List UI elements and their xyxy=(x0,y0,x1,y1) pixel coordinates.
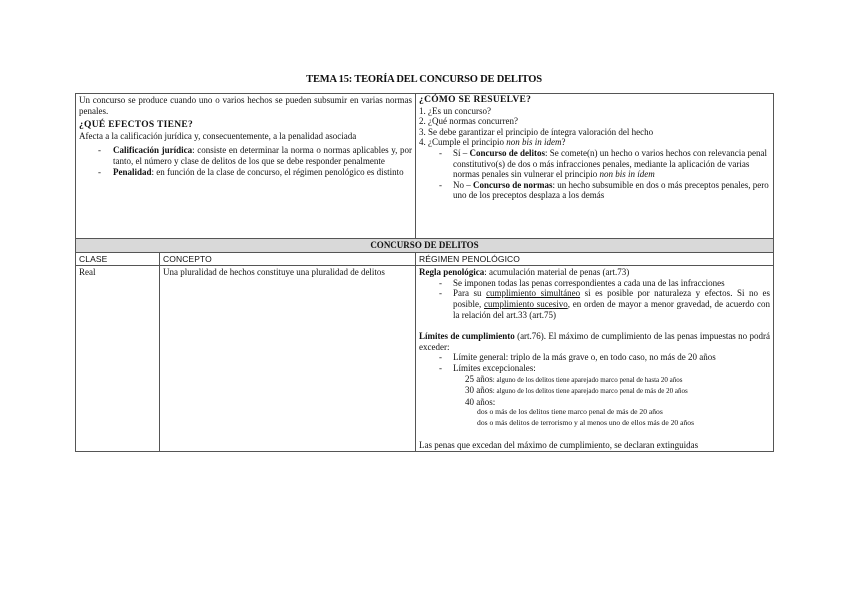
option-si-text: : Se comete(n) un hecho o varios hechos con relevancia penal constitutivo(s) de dos o más infracciones penales, mediante la aplicación de varias normas penales sin vulnerar el principio xyxy=(453,147,767,180)
option-no-text: : un hecho subsumible en dos o más preceptos penales, pero uno de los preceptos desplaza a los demás xyxy=(453,179,769,201)
exc-30 xyxy=(419,385,770,397)
page-title: TEMA 15: TEORÍA DEL CONCURSO DE DELITOS xyxy=(306,74,542,85)
list-item xyxy=(113,145,412,166)
regimen-cell xyxy=(416,266,774,452)
regla-label: Regla penológica xyxy=(419,267,485,278)
step-4-prefix: 4. ¿Cumple el principio xyxy=(419,137,507,148)
closing-text: Las penas que excedan del máximo de cumplimiento, se declaran extinguidas xyxy=(419,439,699,450)
limites-text: (art.76). El máximo de cumplimiento de las penas impuestas no podrá exceder: xyxy=(419,331,771,352)
intro-cell xyxy=(76,94,416,239)
list-item: - Se imponen todas las penas correspondientes a cada una de las infracciones xyxy=(453,278,770,289)
step-2: 2. ¿Qué normas concurren? xyxy=(419,116,518,127)
step-1: 1. ¿Es un concurso? xyxy=(419,105,491,116)
regla-text: : acumulación material de penas (art.73) xyxy=(484,267,630,278)
effects-text: Afecta a la calificación jurídica y, consecuentemente, a la penalidad asociada xyxy=(79,130,357,141)
step-4-suffix: ? xyxy=(561,137,566,148)
option-si-label: Concurso de delitos xyxy=(469,147,546,158)
list-item xyxy=(453,288,770,320)
list-item: - Límite general: triplo de la más grave o, en todo caso, no más de 20 años xyxy=(453,352,770,363)
option-si-italic: non bis in ídem xyxy=(599,169,655,180)
option-no-prefix: No – xyxy=(453,179,474,190)
item-text: : consiste en determinar la norma o normas aplicables y, por tanto, el número y clase de delitos de los que se debe responder penalmente xyxy=(113,145,413,166)
column-header-row xyxy=(76,252,774,266)
intro-row xyxy=(76,94,774,239)
exc-text: : alguno de los delitos tiene aparejado marco penal de hasta 20 años xyxy=(492,375,683,384)
resolve-cell xyxy=(416,94,774,239)
text-a: Para su xyxy=(453,288,487,299)
col-header-clase: CLASE xyxy=(76,252,160,266)
limites-list xyxy=(419,352,770,373)
effects-list xyxy=(79,145,412,177)
list-item xyxy=(113,167,412,178)
definition-text: Un concurso se produce cuando uno o varios hechos se pueden subsumir en varias normas penales. xyxy=(79,95,413,116)
exc-40-b: dos o más delitos de terrorismo y al menos uno de ellos más de 20 años xyxy=(477,417,695,427)
item-label: Calificación jurídica xyxy=(113,145,193,156)
exc-40: 40 años: xyxy=(465,396,496,407)
exc-label: 30 años xyxy=(465,385,493,396)
spacer xyxy=(419,320,770,331)
step-4-options xyxy=(419,148,770,201)
resolve-heading: ¿CÓMO SE RESUELVE? xyxy=(419,95,532,105)
item-text: : en función de la clase de concurso, el régimen penológico es distinto xyxy=(151,166,404,177)
section-header-row xyxy=(76,239,774,253)
concurso-table xyxy=(75,93,774,452)
limites-label: Límites de cumplimiento xyxy=(419,331,515,342)
limites-line xyxy=(419,331,770,352)
option-no-label: Concurso de normas xyxy=(473,179,553,190)
table-row xyxy=(76,266,774,452)
effects-heading: ¿QUÉ EFECTOS TIENE? xyxy=(79,120,194,131)
text-underlined: cumplimiento simultáneo xyxy=(486,288,581,299)
exc-25 xyxy=(419,374,770,386)
step-3: 3. Se debe garantizar el principio de íntegra valoración del hecho xyxy=(419,126,654,137)
text-c: , en orden de mayor a menor gravedad, de acuerdo con la relación del art.33 (art.75) xyxy=(453,298,771,320)
spacer xyxy=(419,429,770,440)
list-item: - Límites excepcionales: xyxy=(453,363,770,374)
regla-line xyxy=(419,267,770,278)
col-header-regimen: RÉGIMEN PENOLÓGICO xyxy=(416,252,774,266)
text-b: si es posible por naturaleza y efectos. Si no es posible, xyxy=(453,288,771,309)
concepto-cell: Una pluralidad de hechos constituye una pluralidad de delitos xyxy=(160,266,416,452)
clase-cell: Real xyxy=(76,266,160,452)
exc-40-a: dos o más de los delitos tiene marco penal de más de 20 años xyxy=(477,407,663,417)
regla-list xyxy=(419,278,770,320)
section-title: CONCURSO DE DELITOS xyxy=(76,239,774,253)
col-header-concepto: CONCEPTO xyxy=(160,252,416,266)
exc-label: 25 años xyxy=(465,373,493,384)
option-no xyxy=(453,180,770,201)
item-label: Penalidad xyxy=(113,166,152,177)
exc-text: : alguno de los delitos tiene aparejado marco penal de más de 20 años xyxy=(492,387,688,396)
option-si-prefix: Sí – xyxy=(453,147,470,158)
resolve-steps xyxy=(419,106,770,201)
option-si xyxy=(453,148,770,180)
step-4 xyxy=(419,137,770,201)
text-underlined: cumplimiento sucesivo xyxy=(484,298,568,309)
step-4-italic: non bis in idem xyxy=(506,137,562,148)
